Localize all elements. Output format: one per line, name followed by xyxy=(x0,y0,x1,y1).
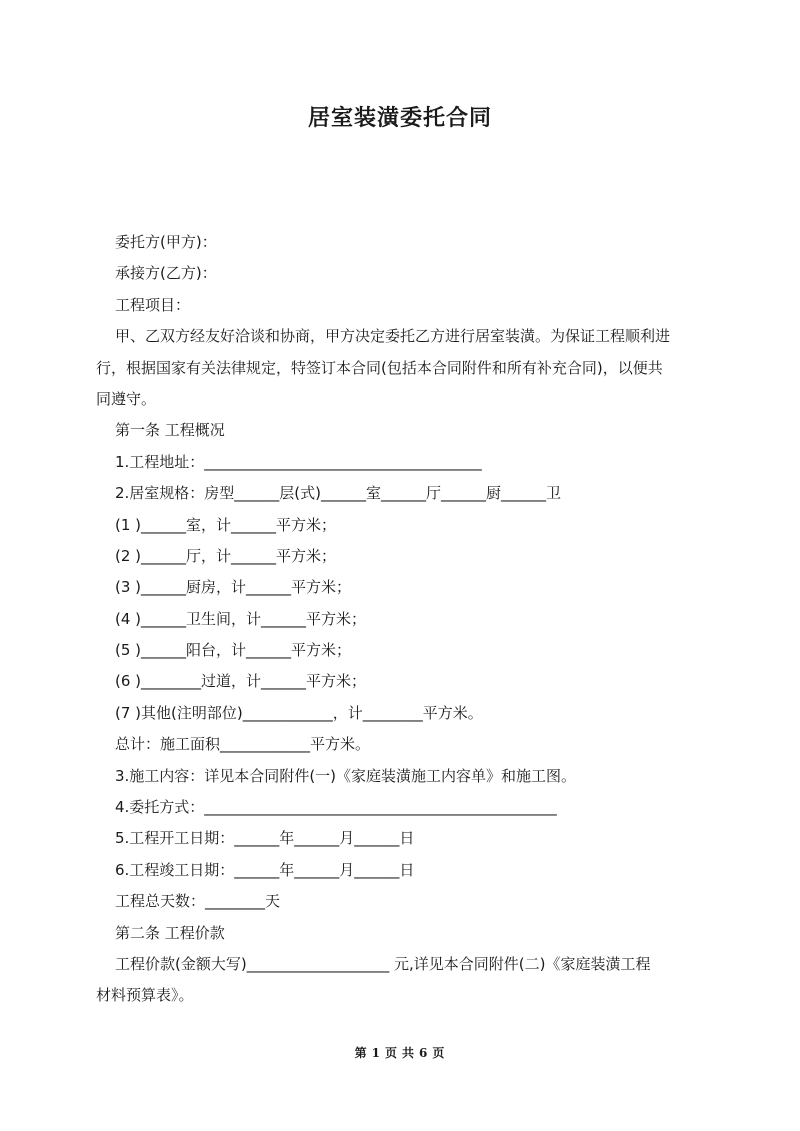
document-line: 同遵守。 xyxy=(96,389,157,408)
footer-page-label-2: 页 xyxy=(432,1046,446,1060)
document-line: (5 )______阳台，计______平方米； xyxy=(115,641,352,660)
document-line: 总计：施工面积____________平方米。 xyxy=(115,735,371,754)
document-line: 委托方(甲方)： xyxy=(115,233,217,251)
document-line: 工程价款(金额大写)___________________ 元,详见本合同附件(二)《家庭装潢工程 xyxy=(115,954,651,973)
document-line: (1 )______室，计______平方米； xyxy=(115,515,337,534)
document-body xyxy=(96,227,708,1012)
document-line: 工程项目： xyxy=(115,295,191,314)
document-line: 行，根据国家有关法律规定，特签订本合同(包括本合同附件和所有补充合同)，以便共 xyxy=(96,358,663,377)
document-line: (2 )______厅，计______平方米； xyxy=(115,546,337,565)
document-line: 第二条 工程价款 xyxy=(115,923,225,942)
document-line: 5.工程开工日期：______年______月______日 xyxy=(115,829,415,848)
footer-current-page: 1 xyxy=(371,1046,381,1060)
document-line: (3 )______厨房，计______平方米； xyxy=(115,578,352,597)
footer-prefix: 第 xyxy=(354,1046,368,1060)
footer-total-pages: 6 xyxy=(419,1046,429,1060)
document-line: (6 )________过道，计______平方米； xyxy=(115,672,367,691)
document-line: 6.工程竣工日期：______年______月______日 xyxy=(115,860,415,879)
document-line: 第一条 工程概况 xyxy=(115,421,225,440)
document-line: (7 )其他(注明部位)____________，计________平方米。 xyxy=(115,703,483,722)
document-line: 1.工程地址：_____________________________________ xyxy=(115,452,482,471)
document-line: 甲、乙双方经友好洽谈和协商，甲方决定委托乙方进行居室装潢。为保证工程顺利进 xyxy=(115,327,671,346)
footer-page-label: 页 xyxy=(384,1046,398,1060)
footer-total-label: 共 xyxy=(402,1046,416,1060)
document-line: 工程总天数：________天 xyxy=(115,892,281,911)
document-line: 承接方(乙方)： xyxy=(115,264,217,283)
document-title: 居室装潢委托合同 xyxy=(307,106,492,131)
page-footer xyxy=(0,1044,800,1061)
document-line: (4 )______卫生间，计______平方米； xyxy=(115,609,367,628)
document-line: 3.施工内容：详见本合同附件(一)《家庭装潢施工内容单》和施工图。 xyxy=(115,766,577,785)
document-line: 2.居室规格：房型______层(式)______室______厅______厨______卫 xyxy=(115,484,562,503)
document-line: 4.委托方式：_______________________________________________ xyxy=(115,798,557,817)
document-line: 材料预算表》。 xyxy=(96,986,194,1005)
